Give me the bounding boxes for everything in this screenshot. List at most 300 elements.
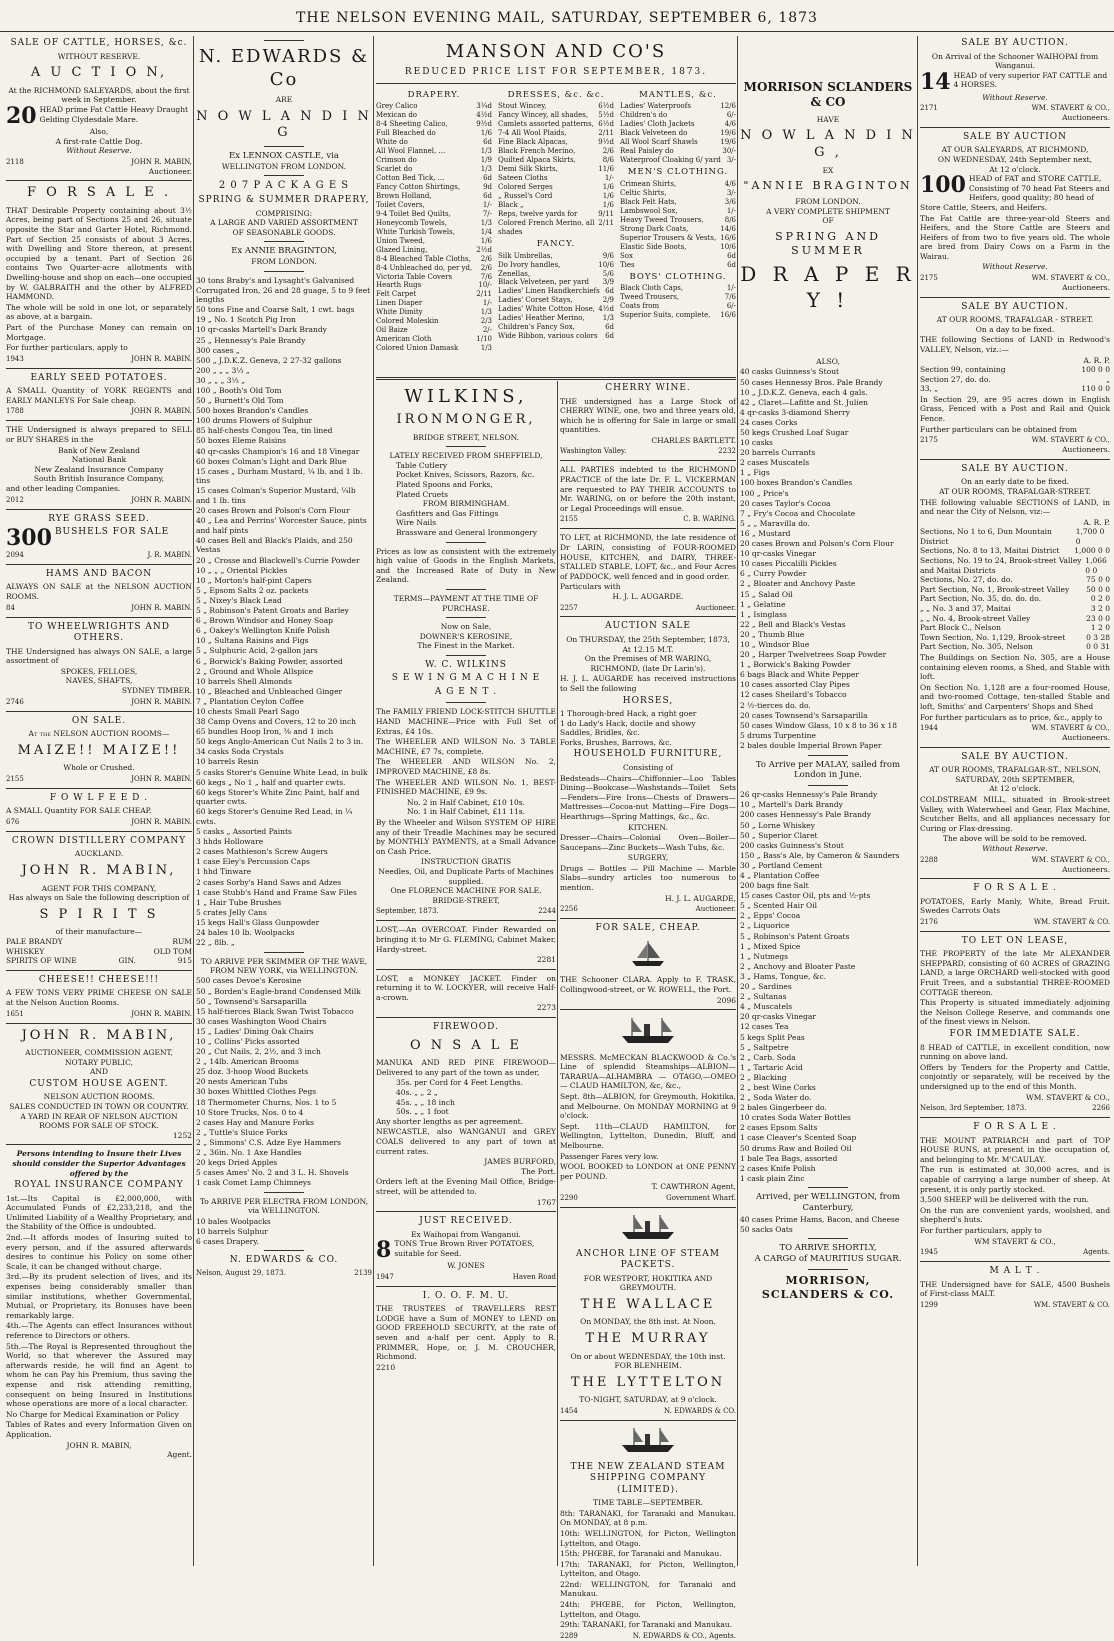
price-row [498, 120, 614, 129]
price-item: Wide Ribbon, various colors [498, 332, 598, 341]
ad-ioof: I. O. O. F. M. U. THE TRUSTEES of TRAVELLERS REST LODGE have a Sum of MONEY to LEND on GOOD FREEHOLD SECURITY, at the rate of seven and a-half per cent. Apply to R. PRIMMER, Hope, or, J. M. CROUCHER, Richmond. 2210 [376, 1290, 556, 1372]
column-2: N. EDWARDS & Co ARE N O W L A N D I N G Ex LENNOX CASTLE, via WELLINGTON FROM LONDON. 2 0 7 P A C K A G E S SPRING & SUMMER DRAPERY, COMPRISING: A LARGE AND VARIED ASSORTMENT OF SEASONABLE GOODS. Ex ANNIE BRAGINTON, FROM LONDON. 30 tons Braby's and Lysaght's Galvanised Corrugated Iron, 26 and 28 guage, 5 to 9 feet lengths 50 tons Fine and Coarse Salt, 1 cwt. bags 19 „ No. 1 Scotch Pig Iron 10 qr-casks Martell's Dark Brandy 25 „ Hennessy's Pale Brandy 300 cases „ 500 „ J.D.K.Z. Geneva, 2 27-32 gallons 200 „ „ „ 3⅓ „ 30 „ „ „ 3⅓ „ 100 „ Booth's Old Tom 50 „ Burnett's Old Tom 500 boxes Brandon's Candles 100 drums Flowers of Sulphur 85 half-chests Congou Tea, tin lined 50 boxes Eleme Raisins 40 qr-casks Champion's 16 and 18 Vinegar 60 boxes Colman's Light and Dark Blue 15 cases „ Durham Mustard, ¼ lb. and 1 lb. tins 15 cases Colman's Superior Mustard, ¼lb and 1 lb. tins 20 cases Brown and Polson's Corn Flour 40 „ Lea and Perrins' Worcester Sauce, pints and half pints 40 cases Bell and Black's Plaids, and 250 Vestas 20 „ Crosse and Blackwell's Currie Powder 10 „ „ „ Oriental Pickles 10 „ Morton's half-pint Capers 5 „ Epsom Salts 2 oz. packets 5 „ Nixey's Black Lead 5 „ Robinson's Patent Groats and Barley 6 „ Brown Windsor and Honey Soap 6 „ Oakey's Wellington Knife Polish 10 „ Sultana Raisins and Figs 5 „ Sulphuric Acid, 2-gallon jars 6 „ Borwick's Baking Powder, assorted 2 „ Ground and Whole Allspice 10 barrels Shell Almonds 10 „ Bleached and Unbleached Ginger 7 „ Plantation Ceylon Coffee 10 chests Small Pearl Sago 38 Camp Ovens and Covers, 12 to 20 inch 65 bundles Hoop Iron, ⅜ and 1 inch 50 kegs Anglo-American Cut Nails 2 to 3 in. 34 casks Soda Crystals 10 barrels Resin 5 casks Storer's Genuine White Lead, in bulk 60 kegs „ No 1 „ half and quarter cwts. 60 kegs Storer's White Zinc Paint, half and quarter cwts. 60 kegs Storer's Genuine Red Lead, in ¼ cwts. 5 casks „ Assorted Paints 3 hhds Holloware 2 cases Mathieson's Screw Augers 1 case Eley's Percussion Caps 1 hhd Tinware 2 cases Sorby's Hand Saws and Adzes 1 case Stubb's Hand and Frame Saw Files 1 „ Hair Tube Brushes 5 crates Jelly Cans 15 kegs Hall's Glass Gunpowder 24 bales 10 lb. Woolpacks 22 „ 8lb. „ TO ARRIVE PER SKIMMER OF THE WAVE, FROM NEW YORK, via WELLINGTON. 500 cases Devoe's Kerosine 50 „ Borden's Eagle-brand Condensed Milk 50 „ Townsend's Sarsaparilla 15 half-tierces Black Swan Twist Tobacco 30 cases Washington Wood Chairs 15 „ Ladies' Dining Oak Chairs 10 „ Collins' Picks assorted 20 „ Cut Nails, 2, 2½, and 3 inch 2 „ 14lb. American Brooms 25 doz. 3-hoop Wood Buckets 20 nests American Tubs 30 boxes Whittled Clothes Pegs 18 Thermometer Churns, Nos. 1 to 5 10 Store Trucks, Nos. 0 to 4 2 cases Hay and Manure Forks 2 „ Tuttle's Sluice Forks 2 „ Simmons' C.S. Adze Eye Hammers 2 „ 36in. No. 1 Axe Handles 20 kegs Dried Apples 5 cases Ames' No. 2 and 3 L. H. Shovels 1 cask Comet Lamp Chimneys To ARRIVE PER ELECTRA FROM LONDON, via WELLINGTON. 10 bales Woolpacks 10 barrels Sulphur 6 cases Drapery. N. EDWARDS & CO. Nelson, August 29, 1873. 2139 [196, 36, 372, 1566]
price-value: 6/- [726, 302, 736, 311]
price-row [376, 138, 492, 147]
price-item: Sections, No. 19 to 24, Brook-street Valley and Maitai Districts [920, 556, 1082, 575]
price-row [620, 311, 736, 320]
price-row [620, 234, 736, 243]
price-row [376, 210, 492, 219]
price-row [376, 290, 492, 299]
list-item: 500 „ J.D.K.Z. Geneva, 2 27-32 gallons [196, 355, 342, 365]
list-item: 50 kegs Anglo-American Cut Nails 2 to 3 in. [196, 737, 364, 747]
price-row [620, 156, 736, 165]
price-value: 23 0 0 [1086, 613, 1110, 623]
list-item: 1 cask Comet Lamp Chimneys [196, 1178, 311, 1188]
column-3-left [376, 381, 556, 1566]
list-item: 60 kegs Storer's Genuine Red Lead, in ¼ cwts. [196, 807, 353, 826]
ad-wilkins: WILKINS, IRONMONGER, BRIDGE STREET, NELSON. LATELY RECEIVED FROM SHEFFIELD, Table Cutlery Pocket Knives, Scissors, Razors, &c. Plated Spoons and Forks, Plated Cruets FROM BIRMINGHAM. Gasfitters and Gas Fittings Wire Nails Brassware and General Ironmongery Prices as low as consistent with the extremely high value of Goods in the English Markets, and the Increased Rate of Duty in New Zealand. TERMS—PAYMENT AT THE TIME OF PURCHASE. Now on Sale, DOWNER'S KEROSINE, The Finest in the Market. W. C. WILKINS S E W I N G M A C H I N E A G E N T . The FAMILY FRIEND LOCK-STITCH SHUTTLE HAND MACHINE—Price with Full Set of Extras, £4 10s. The WHEELER AND WILSON No. 3 TABLE MACHINE, £7 7s, complete. The WHEELER AND WILSON No. 2, IMPROVED MACHINE, £8 8s. The WHEELER AND WILSON No. 1, BEST-FINISHED MACHINE, £9 9s. No. 2 in Half Cabinet, £10 10s. No. 1 in Half Cabinet, £11 11s. By the Wheeler and Wilson SYSTEM OF HIRE any of their Treadle Machines may be secured by MONTHLY PAYMENTS, at a Small Advance on Cash Price. INSTRUCTION GRATIS Needles, Oil, and Duplicate Parts of Machines supplied. One FLORENCE MACHINE FOR SALE. BRIDGE-STREET, September, 1873. 2244 [376, 386, 556, 916]
ad-sale-cattle: SALE OF CATTLE, HORSES, &c. WITHOUT RESERVE. A U C T I O N, At the RICHMOND SALEYARDS, about the first week in September. 20 HEAD prime Fat Cattle Heavy Draught Gelding Clydesdale Mare. Also, A first-rate Cattle Dog. Without Reserve. 2118 JOHN R. MABIN, Auctioneer. [6, 38, 192, 176]
price-value: 0 2 0 [1090, 594, 1110, 604]
price-item: Ladies' Waterproofs [620, 102, 691, 111]
price-item: Full Bleached do [376, 129, 436, 138]
price-value: 1,066 0 0 [1085, 556, 1107, 575]
price-row [498, 174, 614, 183]
price-value: 1/3 [480, 308, 492, 317]
price-row [620, 243, 736, 252]
price-row [620, 261, 736, 270]
ad-wheelwrights: TO WHEELWRIGHTS AND OTHERS. THE Undersigned has always ON SALE, a large assortment of SPOKES, FELLOES, NAVES, SHAFTS, SYDNEY TIMBER. 2746 JOHN R. MABIN. [6, 621, 192, 706]
price-row [376, 228, 492, 237]
ad-hams: HAMS AND BACON ALWAYS ON SALE at the NELSON AUCTION ROOMS. 84 JOHN R. MABIN. [6, 568, 192, 612]
list-item: 22 „ 8lb. „ [196, 938, 235, 948]
list-item: 40 cases Bell and Black's Plaids, and 250 Vestas [196, 535, 353, 555]
list-item: 50 sacks Oats [740, 1224, 793, 1234]
list-item: 100 boxes Brandon's Candles [740, 478, 853, 488]
price-row [376, 273, 492, 282]
ad-auction-saleyards: SALE BY AUCTION AT OUR SALEYARDS, AT RICHMOND, ON WEDNESDAY, 24th September next, At 12 o'clock. 100 HEAD of FAT and STORE CATTLE, Consisting of 70 head Fat Steers and Heifers, good quality; 80 head of Store Cattle, Steers, and Heifers. The Fat Cattle are three-year-old Steers and Heifers, and the Store Cattle are Steers and Heifers of from two to five years old. The whole are bred from Dairy Cows on a Farm in the Wairau. Without Reserve. 2175 WM. STAVERT & CO., Auctioneers. [920, 131, 1110, 293]
list-item: 1 „ Gelatine [740, 599, 786, 609]
list-item: 1 bale Tea Bags, assorted [740, 1153, 838, 1163]
list-item: 200 „ „ „ 3⅓ „ [196, 365, 250, 375]
price-value: 10/6 [598, 260, 614, 269]
list-item: 20 „ Crosse and Blackwell's Currie Powder [196, 555, 360, 565]
list-item: 20 qr-casks Vinegar [740, 1012, 816, 1022]
price-row [498, 287, 614, 296]
list-item: 60 kegs „ No 1 „ half and quarter cwts. [196, 777, 346, 787]
list-item: 2 cases Knife Polish [740, 1163, 816, 1173]
price-item: Sections, No 1 to 6, Dun Mountain District [920, 527, 1052, 546]
list-item: 15 „ Salad Oil [740, 589, 793, 599]
price-item: Black Velveteen do [620, 129, 688, 138]
price-item: 8-4 Unbleached do, per yd, [376, 263, 473, 272]
price-value: 6d [483, 138, 492, 147]
price-value: 1,700 0 0 [1075, 527, 1105, 546]
list-item: 15 cases Castor Oil, pts and ½-pts [740, 891, 871, 901]
price-value: 3 2 0 [1090, 604, 1110, 614]
price-item: Colored Serges [498, 183, 553, 191]
price-value: 2/9 [602, 296, 614, 305]
price-value: 0 0 31 [1086, 642, 1110, 652]
list-item: 10 barrels Shell Almonds [196, 676, 292, 686]
list-item: 2 cases Mathieson's Screw Augers [196, 847, 328, 857]
mantles-price-list [620, 102, 736, 165]
price-item: „ „ No. 3 and 37, Maitai [920, 604, 1011, 614]
price-value: 2/11 [598, 218, 614, 227]
list-item: 10 qr-casks Vinegar [740, 549, 816, 559]
price-row [376, 308, 492, 317]
list-item: 60 kegs Storer's White Zinc Paint, half and quarter cwts. [196, 787, 360, 807]
list-item: 5 „ Robinson's Patent Groats and Barley [196, 606, 349, 616]
price-value: 19/6 [720, 138, 736, 147]
price-item: Ladies' Linen Handkerchiefs [498, 287, 600, 296]
list-item: 100 „ Booth's Old Tom [196, 385, 282, 395]
price-item: Part Section, No. 1, Brook-street Valley [920, 584, 1070, 594]
price-row [920, 594, 1110, 604]
price-value: 6½d [598, 120, 614, 129]
price-value: 4½d [598, 305, 614, 314]
list-item: 500 cases Devoe's Kerosine [196, 976, 302, 986]
list-item: 1 case Stubb's Hand and Frame Saw Files [196, 887, 357, 897]
edwards-firm-name: N. EDWARDS & Co [198, 46, 370, 91]
list-item: 2 „ 14lb. American Brooms [196, 1057, 299, 1067]
price-item: Ladies' Cloth Jackets [620, 120, 695, 129]
list-item: 2 „ Anchovy and Bloater Paste [740, 961, 856, 971]
list-item: 50 „ Borden's Eagle-brand Condensed Milk [196, 986, 361, 996]
list-item: 5 casks Storer's Genuine White Lead, in bulk [196, 767, 368, 777]
price-row [376, 317, 492, 326]
price-item: Stout Wincey, [498, 102, 547, 111]
price-item: Black Felt Hats, [620, 197, 677, 206]
ad-auction-redwoods-valley: SALE BY AUCTION. AT OUR ROOMS, TRAFALGAR - STREET. On a day to be fixed. THE following Sections of LAND in Redwood's VALLEY, Nelson, viz.:— A. R. P. Section 99, containing 100 0 0 Section 27, do. do. „ 33, „ 110 0 0 In Section 29, are 95 acres down in English Grass, Fenced with a Post and Rail and Quick Fence. Further particulars can be obtained from 2175 WM. STAVERT & CO., Auctioneers. [920, 301, 1110, 455]
price-item: White Turkish Towels, [376, 227, 455, 236]
price-item: Fancy Cotton Shirtings, [376, 183, 461, 191]
price-item: 9-4 Toilet Bed Quilts, [376, 209, 451, 218]
ad-seed-potatoes: EARLY SEED POTATOES. A SMALL Quantity of YORK REGENTS and EARLY MANLEYS For Sale cheap. 1788 JOHN R. MABIN. [6, 372, 192, 416]
price-item: Sections, No. 27, do. do. [920, 575, 1013, 585]
anchor-steamship-icon [560, 1212, 736, 1245]
price-row [376, 120, 492, 129]
list-item: 6 „ Borwick's Baking Powder, assorted [196, 656, 343, 666]
ad-cherry-wine: CHERRY WINE. THE undersigned has a Large Stock of CHERRY WINE, one, two and three years old, which he is offering for Sale in large or small quantities. CHARLES BARTLETT. Washington Valley. 2232 [560, 383, 736, 456]
list-item: 24 cases Corks [740, 417, 798, 427]
price-row [920, 527, 1110, 546]
ad-mabin-agent: JOHN R. MABIN, AUCTIONEER, COMMISSION AGENT, NOTARY PUBLIC, AND CUSTOM HOUSE AGENT. NELSON AUCTION ROOMS. SALES CONDUCTED IN TOWN OR COUNTRY. A YARD IN REAR OF NELSON AUCTION ROOMS FOR SALE OF STOCK. 1252 [9, 1027, 192, 1140]
list-item: 20 „ Thumb Blue [740, 629, 805, 639]
list-item: 20 cases Brown and Polson's Corn Flour [196, 506, 350, 516]
list-item: 5 „ „ Maravilla do. [740, 518, 810, 528]
price-row [620, 198, 736, 207]
price-item: Do Ivory handles, [498, 260, 561, 269]
list-item: 1 „ Nutmegs [740, 951, 789, 961]
price-item: Silk Umbrellas, [498, 251, 553, 260]
price-row [620, 293, 736, 302]
list-item: 10 cases Piccalilli Pickles [740, 559, 837, 569]
price-value: 4/6 [724, 179, 736, 188]
price-value: 1/3 [480, 165, 492, 174]
list-item: 15 „ Ladies' Dining Oak Chairs [196, 1026, 314, 1036]
list-item: 12 cases Sheilard's Tobacco [740, 690, 847, 700]
price-item: Black Velveteen, per yard [498, 278, 590, 287]
list-item: 2 „ Ground and Whole Allspice [196, 666, 314, 676]
price-value: 9/11 [598, 209, 614, 218]
price-item: Ties [620, 260, 635, 269]
list-item: 5 „ Nixey's Black Lead [196, 595, 282, 605]
list-item: 2 „ Liquorice [740, 921, 790, 931]
list-item: 2 „ Epps' Cocoa [740, 911, 801, 921]
price-row [498, 165, 614, 174]
list-item: 40 „ Lea and Perrins' Worcester Sauce, pints and half pints [196, 516, 367, 535]
price-value: 7/- [482, 209, 492, 218]
price-value: 6½d [598, 102, 614, 111]
ad-mount-patriarch: F O R S A L E . THE MOUNT PATRIARCH and part of TOP HOUSE RUNS, at present in the occupation of, and belonging to Mr. M'CAULAY. The run is estimated at 30,000 acres, and is capable of carrying a large number of sheep. At present, it is only partly stocked. 3,500 SHEEP will be delivered with the run. On the run are convenient yards, woolshed, and shepherd's huts. For further particulars, apply to WM STAVERT & CO., 1945 Agents. [920, 1122, 1110, 1257]
price-item: Reps, twelve yards for [498, 209, 578, 218]
price-item: Part Block C., Nelson [920, 623, 1001, 633]
price-value: 3/9 [602, 278, 614, 287]
price-value: 3/- [726, 188, 736, 197]
price-item: Oil Baize [376, 326, 408, 335]
price-item: Sateen Cloths [498, 174, 548, 183]
list-item: 34 casks Soda Crystals [196, 747, 284, 757]
price-row [498, 278, 614, 287]
list-item: 6 „ Brown Windsor and Honey Soap [196, 616, 333, 626]
price-row [498, 138, 614, 147]
price-item: Cotton Bed Tick, ... [376, 174, 445, 183]
list-item: 2 cases Muscatels [740, 458, 810, 468]
price-item: Fancy Wincey, all shades, [498, 111, 589, 120]
price-value: 3/- [726, 156, 736, 165]
list-item: 10 „ Sultana Raisins and Figs [196, 636, 309, 646]
ad-mcmeckan: MESSRS. McMECKAN BLACKWOOD & Co.'s Line of splendid Steamships—ALBION—TARARUA—ALHAMBRA — OTAGO,—OMEO — CLAUD HAMILTON, &c, &c., Sept. 8th—ALBION, for Greymouth, Hokitika, and Melbourne. On MONDAY MORNING at 9 o'clock. Sept. 11th—CLAUD HAMILTON, for Wellington, Lyttelton, Dunedin, Bluff, and Melbourne. Passenger Fares very low. WOOL BOOKED to LONDON at ONE PENNY per POUND. T. CAWTHRON Agent, 2290 Government Wharf. [560, 1014, 736, 1203]
price-value: 1/4 [480, 227, 492, 236]
price-value: 6d [483, 174, 492, 183]
price-value: 7/6 [480, 272, 492, 281]
list-item: 10 „ Martell's Dark Brandy [740, 800, 843, 810]
list-item: 2 cases Sorby's Hand Saws and Adzes [196, 877, 342, 887]
list-item: 1 „ Isinglass [740, 609, 787, 619]
ad-coldstream-mill: SALE BY AUCTION. AT OUR ROOMS, TRAFALGAR-ST., NELSON, SATURDAY, 20th SEPTEMBER, At 12 o'clock. COLDSTREAM MILL, situated in Brook-street Valley, with Waterwheel and Gear, Flax Machine, Scutcher Belts, and all appliances necessary for Curing or Flax-dressing. The above will be sold to be removed. Without Reserve. 2288 WM. STAVERT & CO., Auctioneers. [920, 751, 1110, 874]
price-row [498, 332, 614, 341]
price-row [498, 314, 614, 323]
price-value: 6/- [726, 111, 736, 120]
list-item: 6 bags Black and White Pepper [740, 670, 860, 680]
price-row [920, 623, 1110, 633]
list-item: 50 „ Burnett's Old Tom [196, 396, 284, 406]
price-row [620, 252, 736, 261]
column-3-right [560, 381, 736, 1640]
list-item: 3 „ Hams, Tongue, &c. [740, 971, 827, 981]
list-item: 10 „ Bleached and Unbleached Ginger [196, 686, 343, 696]
list-item: 60 boxes Colman's Light and Dark Blue [196, 456, 347, 466]
price-row [376, 129, 492, 138]
list-item: 2 „ Blacking [740, 1072, 787, 1082]
list-item: 19 „ No. 1 Scotch Pig Iron [196, 315, 296, 325]
list-item: 20 „ Cut Nails, 2, 2½, and 3 inch [196, 1047, 321, 1057]
land-sections-table [920, 527, 1110, 652]
list-item: 10 „ „ „ Oriental Pickles [196, 565, 288, 575]
price-item: Colored French Merino, all shades [498, 218, 595, 236]
list-item: 6 „ Oakey's Wellington Knife Polish [196, 626, 330, 636]
price-row [376, 335, 492, 344]
price-value: 1/10 [476, 335, 492, 344]
price-value: 0 3 28 [1086, 632, 1110, 642]
price-value: 6d [727, 251, 736, 260]
price-item: Black „ [498, 200, 524, 209]
price-value: 16/6 [720, 311, 736, 320]
price-item: Quilted Alpaca Skirts, [498, 156, 576, 165]
price-value: 9½d [598, 138, 614, 147]
price-item: Ladies' Corset Stays, [498, 296, 573, 305]
list-item: 2 „ Bloater and Anchovy Paste [740, 579, 856, 589]
price-item: Brown Holland, [376, 191, 432, 200]
price-row [920, 633, 1110, 643]
list-item: 50 drums Raw and Boiled Oil [740, 1143, 852, 1153]
ad-on-sale-maize: ON SALE. At the NELSON AUCTION ROOMS— MAIZE!! MAIZE!! Whole or Crushed. 2155 JOHN R. MABIN. [6, 715, 192, 783]
price-item: American Cloth [376, 335, 432, 344]
column-4: MORRISON SCLANDERS & CO HAVE N O W L A N D I N G , EX "ANNIE BRAGINTON FROM LONDON. A VERY COMPLETE SHIPMENT OF SPRING AND SUMMER D R A P E R Y ! ALSO, 40 casks Guinness's Stout 50 cases Hennessy Bros. Pale Brandy 10 „ J.D.K.Z. Geneva, each 4 gals. 42 „ Claret—Lafitte and St. Julien 4 qr-casks 3-diamond Sherry 24 cases Corks 50 kegs Crushed Loaf Sugar 10 casks 20 barrels Currants 2 cases Muscatels 1 „ Figs 100 boxes Brandon's Candles 100 „ Price's 20 cases Taylor's Cocoa 7 „ Fry's Cocoa and Chocolate 5 „ „ Maravilla do. 16 „ Mustard 20 cases Brown and Polson's Corn Flour 10 qr-casks Vinegar 10 cases Piccalilli Pickles 6 „ Curry Powder 2 „ Bloater and Anchovy Paste 15 „ Salad Oil 1 „ Gelatine 1 „ Isinglass 22 „ Bell and Black's Vestas 20 „ Thumb Blue 10 „ Windsor Blue 20 „ Harper Twelvetrees Soap Powder 1 „ Borwick's Baking Powder 6 bags Black and White Pepper 10 cases assorted Clay Pipes 12 cases Sheilard's Tobacco 2 ½-tierces do. do. 20 cases Townsend's Sarsaparilla 50 cases Window Glass, 10 x 8 to 36 x 18 5 drums Turpentine 2 bales double Imperial Brown Paper To Arrive per MALAY, sailed from London in June. 26 qr-casks Hennessy's Pale Brandy 10 „ Martell's Dark Brandy 200 cases Hennessy's Pale Brandy 50 „ Lorne Whiskey 50 „ Superior Claret 200 casks Guinness's Stout 150 „ Bass's Ale, by Cameron & Saunders 30 „ Portland Cement 4 „ Plantation Coffee 200 bags fine Salt 15 cases Castor Oil, pts and ½-pts 5 „ Scented Hair Oil 2 „ Epps' Cocoa 2 „ Liquorice 5 „ Robinson's Patent Groats 1 „ Mixed Spice 1 „ Nutmegs 2 „ Anchovy and Bloater Paste 3 „ Hams, Tongue, &c. 20 „ Sardines 2 „ Sultanas 4 „ Muscatels 20 qr-casks Vinegar 12 cases Tea 5 kegs Split Peas 5 „ Saltpetre 2 „ Carb. Soda 1 „ Tartaric Acid 2 „ Blacking 2 „ best Wine Corks 2 „ Soda Water do. 2 bales Gingerbeer do. 10 crates Soda Water Bottles 2 cases Epsom Salts 1 case Cleaver's Scented Soap 50 drums Raw and Boiled Oil 1 bale Tea Bags, assorted 2 cases Knife Polish 1 cask plain Zinc Arrived, per WELLINGTON, from Canterbury, 40 cases Prime Hams, Bacon, and Cheese 50 sacks Oats TO ARRIVE SHORTLY, A CARGO of MAURITIUS SUGAR. MORRISON, SCLANDERS & CO. [740, 80, 916, 1302]
price-value: 1/3 [480, 344, 492, 353]
list-item: 10 barrels Sulphur [196, 1226, 268, 1236]
price-row [498, 252, 614, 261]
list-item: 200 cases Hennessy's Pale Brandy [740, 810, 872, 820]
list-item: 26 qr-casks Hennessy's Pale Brandy [740, 790, 878, 800]
price-value: 16/6 [720, 233, 736, 242]
ad-fowl-feed: F O W L F E E D . A SMALL Quantity FOR SALE CHEAP. 676 JOHN R. MABIN. [6, 792, 192, 826]
list-item: 50 cases Window Glass, 10 x 8 to 36 x 18 [740, 720, 898, 730]
price-item: Waterproof Cloaking 6/ yard [620, 156, 721, 165]
ad-royal-insurance: Persons intending to Insure their Lives should consider the Superior Advantages offered by the ROYAL INSURANCE COMPANY 1st.—Its Capital is £2,000,000, with Accumulated Funds of £2,233,218, and the Unlimited Liability of a Wealthy Proprietary, and the Stability of the Office is undoubted. 2nd.—It affords modes of Insuring suited to every person, and if the assured afterwards desires to continue his Policy on some other Scale, it can be changed without charge. 3rd.—By its prudent selection of lives, and its expenses being considerably smaller than similar institutions, whether Governmental, Mutual, or Proprietary, its Bonuses have been remarkably large. 4th.—The Agents can effect Insurances without reference to Directors or others. 5th.—The Royal is Represented throughout the World, so that wherever the Assured may afterwards reside, he will find an Agent to whom he can Pay his Premium, thus saving the expense and risk attending remitting, consequent on being Insured in Institutions whose operations are more of a local character. No Charge for Medical Examination or Policy Tables of Rates and every Information Given on Application. JOHN R. MABIN, Agent. [6, 1149, 192, 1460]
price-row [376, 255, 492, 264]
list-item: 1 „ Tartaric Acid [740, 1062, 803, 1072]
price-row [920, 614, 1110, 624]
list-item: 30 „ „ „ 3⅓ „ [196, 375, 246, 385]
list-item: 10 „ Windsor Blue [740, 639, 810, 649]
edwards-goods-list [196, 276, 372, 948]
price-item: Mexican do [376, 111, 418, 120]
list-item: 10 cases assorted Clay Pipes [740, 680, 850, 690]
price-row [620, 180, 736, 189]
price-item: Sections, No. 8 to 13, Maitai District [920, 546, 1060, 556]
price-item: Demi Silk Skirts, [498, 165, 558, 174]
price-item: „ „ No. 4, Brook-street Valley [920, 613, 1031, 623]
price-value: 19/6 [720, 129, 736, 138]
list-item: 50 „ Townsend's Sarsaparilla [196, 996, 307, 1006]
list-item: 2 „ Simmons' C.S. Adze Eye Hammers [196, 1137, 341, 1147]
list-item: 5 „ Scented Hair Oil [740, 901, 817, 911]
list-item: 50 kegs Crushed Loaf Sugar [740, 428, 849, 438]
price-item: Superior Trousers & Vests, [620, 233, 717, 242]
list-item: 40 cases Prime Hams, Bacon, and Cheese [740, 1214, 900, 1224]
price-row [376, 326, 492, 335]
price-value: 10/- [478, 281, 492, 290]
list-item: 10 chests Small Pearl Sago [196, 706, 300, 716]
price-value: 6d [605, 332, 614, 341]
price-row [498, 323, 614, 332]
boys-price-list [620, 284, 736, 320]
price-value: 2/3 [480, 317, 492, 326]
price-row [376, 201, 492, 210]
ad-nz-steam-shipping: THE NEW ZEALAND STEAM SHIPPING COMPANY (LIMITED). TIME TABLE—SEPTEMBER. 8th: TARANAKI, for Taranaki and Manukau. On MONDAY, at 8 p.m. 10th: WELLINGTON, for Picton, Wellington Lyttelton, and Otago. 15th: PHŒBE, for Taranaki and Manukau. 17th: TARANAKI, for Picton, Wellington, Lyttelton, and Otago. 22nd: WELLINGTON, for Taranaki and Manukau. 24th: PHŒBE, for Picton, Wellington, Lyttelton, and Otago. 29th: TARANAKI, for Taranaki and Manukau. 2289 N. EDWARDS & CO., Agents. [560, 1425, 736, 1641]
price-value: 11/6 [598, 165, 614, 174]
list-item: 6 cases Drapery. [196, 1236, 259, 1246]
price-row [376, 281, 492, 290]
list-item: 5 „ Robinson's Patent Groats [740, 931, 850, 941]
list-item: 15 cases Colman's Superior Mustard, ¼lb and 1 lb. tins [196, 486, 356, 505]
price-value: 1/6 [480, 236, 492, 245]
list-item: 1 hhd Tinware [196, 867, 252, 877]
price-value: 50 0 0 [1086, 584, 1110, 594]
ad-to-let-richmond: TO LET, at RICHMOND, the late residence of Dr LARIN, consisting of FOUR-ROOMED HOUSE, KITCHEN, and DAIRY, THREE-STALLED STABLE, LOFT, &c., and Four Acres of PADDOCK, well fenced and in good order. Particulars with H. J. L. AUGARDE. 2257 Auctioneer. [560, 533, 736, 612]
list-item: 5 drums Turpentine [740, 730, 816, 740]
masthead: THE NELSON EVENING MAIL, SATURDAY, SEPTEMBER 6, 1873 [0, 0, 1114, 32]
list-item: 12 cases Tea [740, 1022, 789, 1032]
list-item: 300 cases „ [196, 345, 240, 355]
price-value: 2/11 [598, 129, 614, 138]
list-item: 2 „ Carb. Soda [740, 1052, 796, 1062]
price-item: Felt Carpet [376, 290, 417, 299]
list-item: 18 Thermometer Churns, Nos. 1 to 5 [196, 1097, 337, 1107]
price-value: 1,000 0 0 [1074, 546, 1110, 556]
list-item: 10 „ Collins' Picks assorted [196, 1036, 300, 1046]
price-item: Grey Calico [376, 102, 418, 111]
price-item: Victoria Table Covers [376, 272, 453, 281]
price-value: 1/6 [480, 129, 492, 138]
price-value: 1/- [482, 200, 492, 209]
price-item: Camlets assorted patterns, [498, 120, 594, 129]
price-item: Children's do [620, 111, 668, 120]
price-row [620, 216, 736, 225]
price-row [620, 189, 736, 198]
price-row [498, 201, 614, 210]
list-item: 7 „ Plantation Ceylon Coffee [196, 696, 304, 706]
list-item: 15 cases „ Durham Mustard, ¼ lb. and 1 lb. tins [196, 466, 363, 486]
list-item: 50 boxes Eleme Raisins [196, 436, 287, 446]
list-item: 16 „ Mustard [740, 528, 791, 538]
list-item: 10 qr-casks Martell's Dark Brandy [196, 325, 327, 335]
price-row [920, 642, 1110, 652]
price-item: Ladies' Heather Merino, [498, 314, 585, 323]
list-item: 1 cask plain Zinc [740, 1173, 805, 1183]
price-item: All Wool Scarf Shawls [620, 138, 698, 147]
price-row [498, 219, 614, 237]
list-item: 2 bales double Imperial Brown Paper [740, 740, 882, 750]
list-item: 5 „ Sulphuric Acid, 2-gallon jars [196, 646, 318, 656]
price-row [376, 102, 492, 111]
list-item: 40 casks Guinness's Stout [740, 367, 840, 377]
list-item: 2 „ Soda Water do. [740, 1093, 812, 1103]
price-value: 30/- [722, 147, 736, 156]
ad-lost-overcoat: LOST,—An OVERCOAT. Finder Rewarded on bringing it to Mr G. FLEMING, Cabinet Maker, Hardy-street. 2281 [376, 925, 556, 965]
price-value: 1/6 [602, 200, 614, 209]
price-row [376, 246, 492, 255]
price-row [376, 156, 492, 165]
price-value: 6d [605, 323, 614, 332]
price-row [376, 147, 492, 156]
ad-rye-grass: RYE GRASS SEED. 300 BUSHELS FOR SALE 2094 J. R. MABIN. [6, 513, 192, 560]
list-item: 25 „ Hennessy's Pale Brandy [196, 335, 306, 345]
price-item: 7-4 All Wool Plaids, [498, 129, 567, 138]
edwards-electra-list [196, 1217, 372, 1247]
price-value: 10/6 [720, 242, 736, 251]
fancy-price-list [498, 252, 614, 342]
price-value: 9/6 [602, 251, 614, 260]
price-row [376, 111, 492, 120]
list-item: 20 „ Sardines [740, 982, 792, 992]
price-row [376, 192, 492, 201]
price-item: Celtic Shirts, [620, 188, 667, 197]
price-item: Superior Suits, complete, [620, 311, 711, 320]
price-item: Black French Merino, [498, 147, 576, 156]
list-item: 1 „ Mixed Spice [740, 941, 801, 951]
ad-for-sale-potatoes: F O R S A L E . POTATOES, Early Manly, White, Bread Fruit. Swedes Carrots Oats 2176 WM. STAVERT & CO. [920, 883, 1110, 926]
ad-just-received: JUST RECEIVED. Ex Waihopai from Wanganui. 8 TONS True Brown River POTATOES, suitable for Seed. W. JONES 1947 Haven Road [376, 1216, 556, 1281]
price-row [498, 261, 614, 270]
price-row [376, 165, 492, 174]
price-item: Strong Dark Coats, [620, 224, 689, 233]
list-item: 5 „ Epsom Salts 2 oz. packets [196, 585, 309, 595]
price-value: 2½d [476, 245, 492, 254]
list-item: 20 „ Harper Twelvetrees Soap Powder [740, 650, 887, 660]
list-item: 65 bundles Hoop Iron, ⅜ and 1 inch [196, 727, 334, 737]
price-row [920, 604, 1110, 614]
price-value: 1/3 [602, 314, 614, 323]
price-item: Zenellas, [498, 269, 531, 278]
price-row [620, 284, 736, 293]
list-item: 1 „ Figs [740, 468, 770, 478]
price-item: Children's Fancy Sox, [498, 323, 575, 332]
price-item: Honeycomb Towels, [376, 218, 447, 227]
price-value: 1/- [482, 299, 492, 308]
price-value: 14/6 [720, 224, 736, 233]
